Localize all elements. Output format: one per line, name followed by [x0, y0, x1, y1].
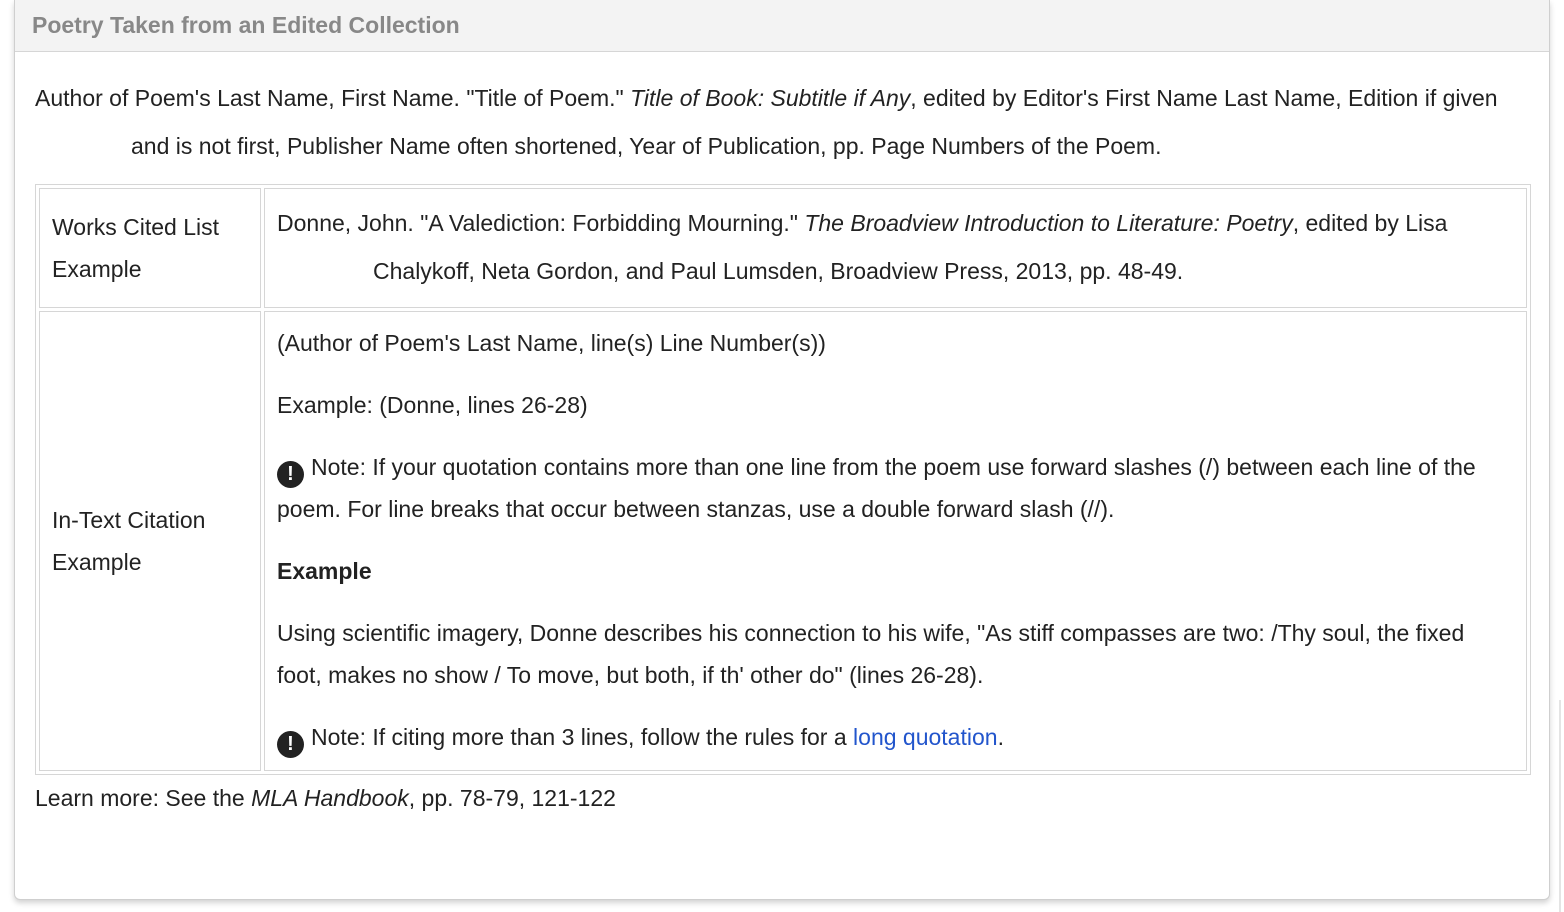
long-quotation-link[interactable]: long quotation [853, 724, 998, 750]
panel-heading: Poetry Taken from an Edited Collection [15, 0, 1549, 52]
panel-body [15, 74, 1549, 815]
learn-more-suffix: , pp. 78-79, 121-122 [408, 785, 616, 811]
works-cited-entry [277, 199, 1514, 295]
format-text-part1: Author of Poem's Last Name, First Name. "Title of Poem." [35, 85, 631, 111]
citation-examples-table [35, 184, 1531, 775]
citation-format-template [35, 74, 1529, 170]
in-text-format: (Author of Poem's Last Name, line(s) Line Number(s)) [277, 330, 826, 356]
learn-more-prefix: Learn more: See the [35, 785, 252, 811]
in-text-label: In-Text Citation Example [39, 311, 261, 771]
note-slashes [277, 446, 1514, 530]
exclamation-circle-icon: ! [277, 731, 304, 758]
exclamation-circle-icon: ! [277, 461, 304, 488]
works-cited-part1: Donne, John. "A Valediction: Forbidding Mourning." [277, 210, 805, 236]
format-text-part2: , edited by Editor's First Name Last Name, Edition if given and is not first, Publisher Name often shortened, Year of Publication, pp. Page Numbers of the Poem. [131, 85, 1498, 159]
example-heading [277, 550, 1514, 592]
works-cited-label: Works Cited List Example [39, 188, 261, 308]
learn-more [35, 781, 1529, 815]
works-cited-part2: , edited by Lisa Chalykoff, Neta Gordon, and Paul Lumsden, Broadview Press, 2013, pp. 48-49. [373, 210, 1448, 284]
table-row-in-text [39, 311, 1527, 771]
note-long-quotation-suffix: . [997, 724, 1004, 750]
example-text: Using scientific imagery, Donne describes his connection to his wife, "As stiff compasses are two: /Thy soul, the fixed foot, makes no show / To move, but both, if th' other do" (lines 26-28). [277, 620, 1465, 688]
works-cited-example [264, 188, 1527, 308]
table-row-works-cited [39, 188, 1527, 308]
citation-panel [14, 0, 1550, 900]
example-heading-text: Example [277, 558, 372, 584]
note-long-quotation-prefix: Note: If citing more than 3 lines, follow the rules for a [311, 724, 854, 750]
works-cited-book-title: The Broadview Introduction to Literature: Poetry [804, 210, 1293, 236]
note-long-quotation [277, 716, 1514, 758]
learn-more-handbook: MLA Handbook [251, 785, 409, 811]
note-slashes-text: Note: If your quotation contains more than one line from the poem use forward slashes (/) between each line of the poem. For line breaks that occur between stanzas, use a double forward slash (//). [277, 454, 1476, 522]
in-text-example-line: Example: (Donne, lines 26-28) [277, 392, 588, 418]
format-book-title: Title of Book: Subtitle if Any [630, 85, 911, 111]
in-text-example [264, 311, 1527, 771]
page-scrollbar-edge [1559, 700, 1561, 912]
